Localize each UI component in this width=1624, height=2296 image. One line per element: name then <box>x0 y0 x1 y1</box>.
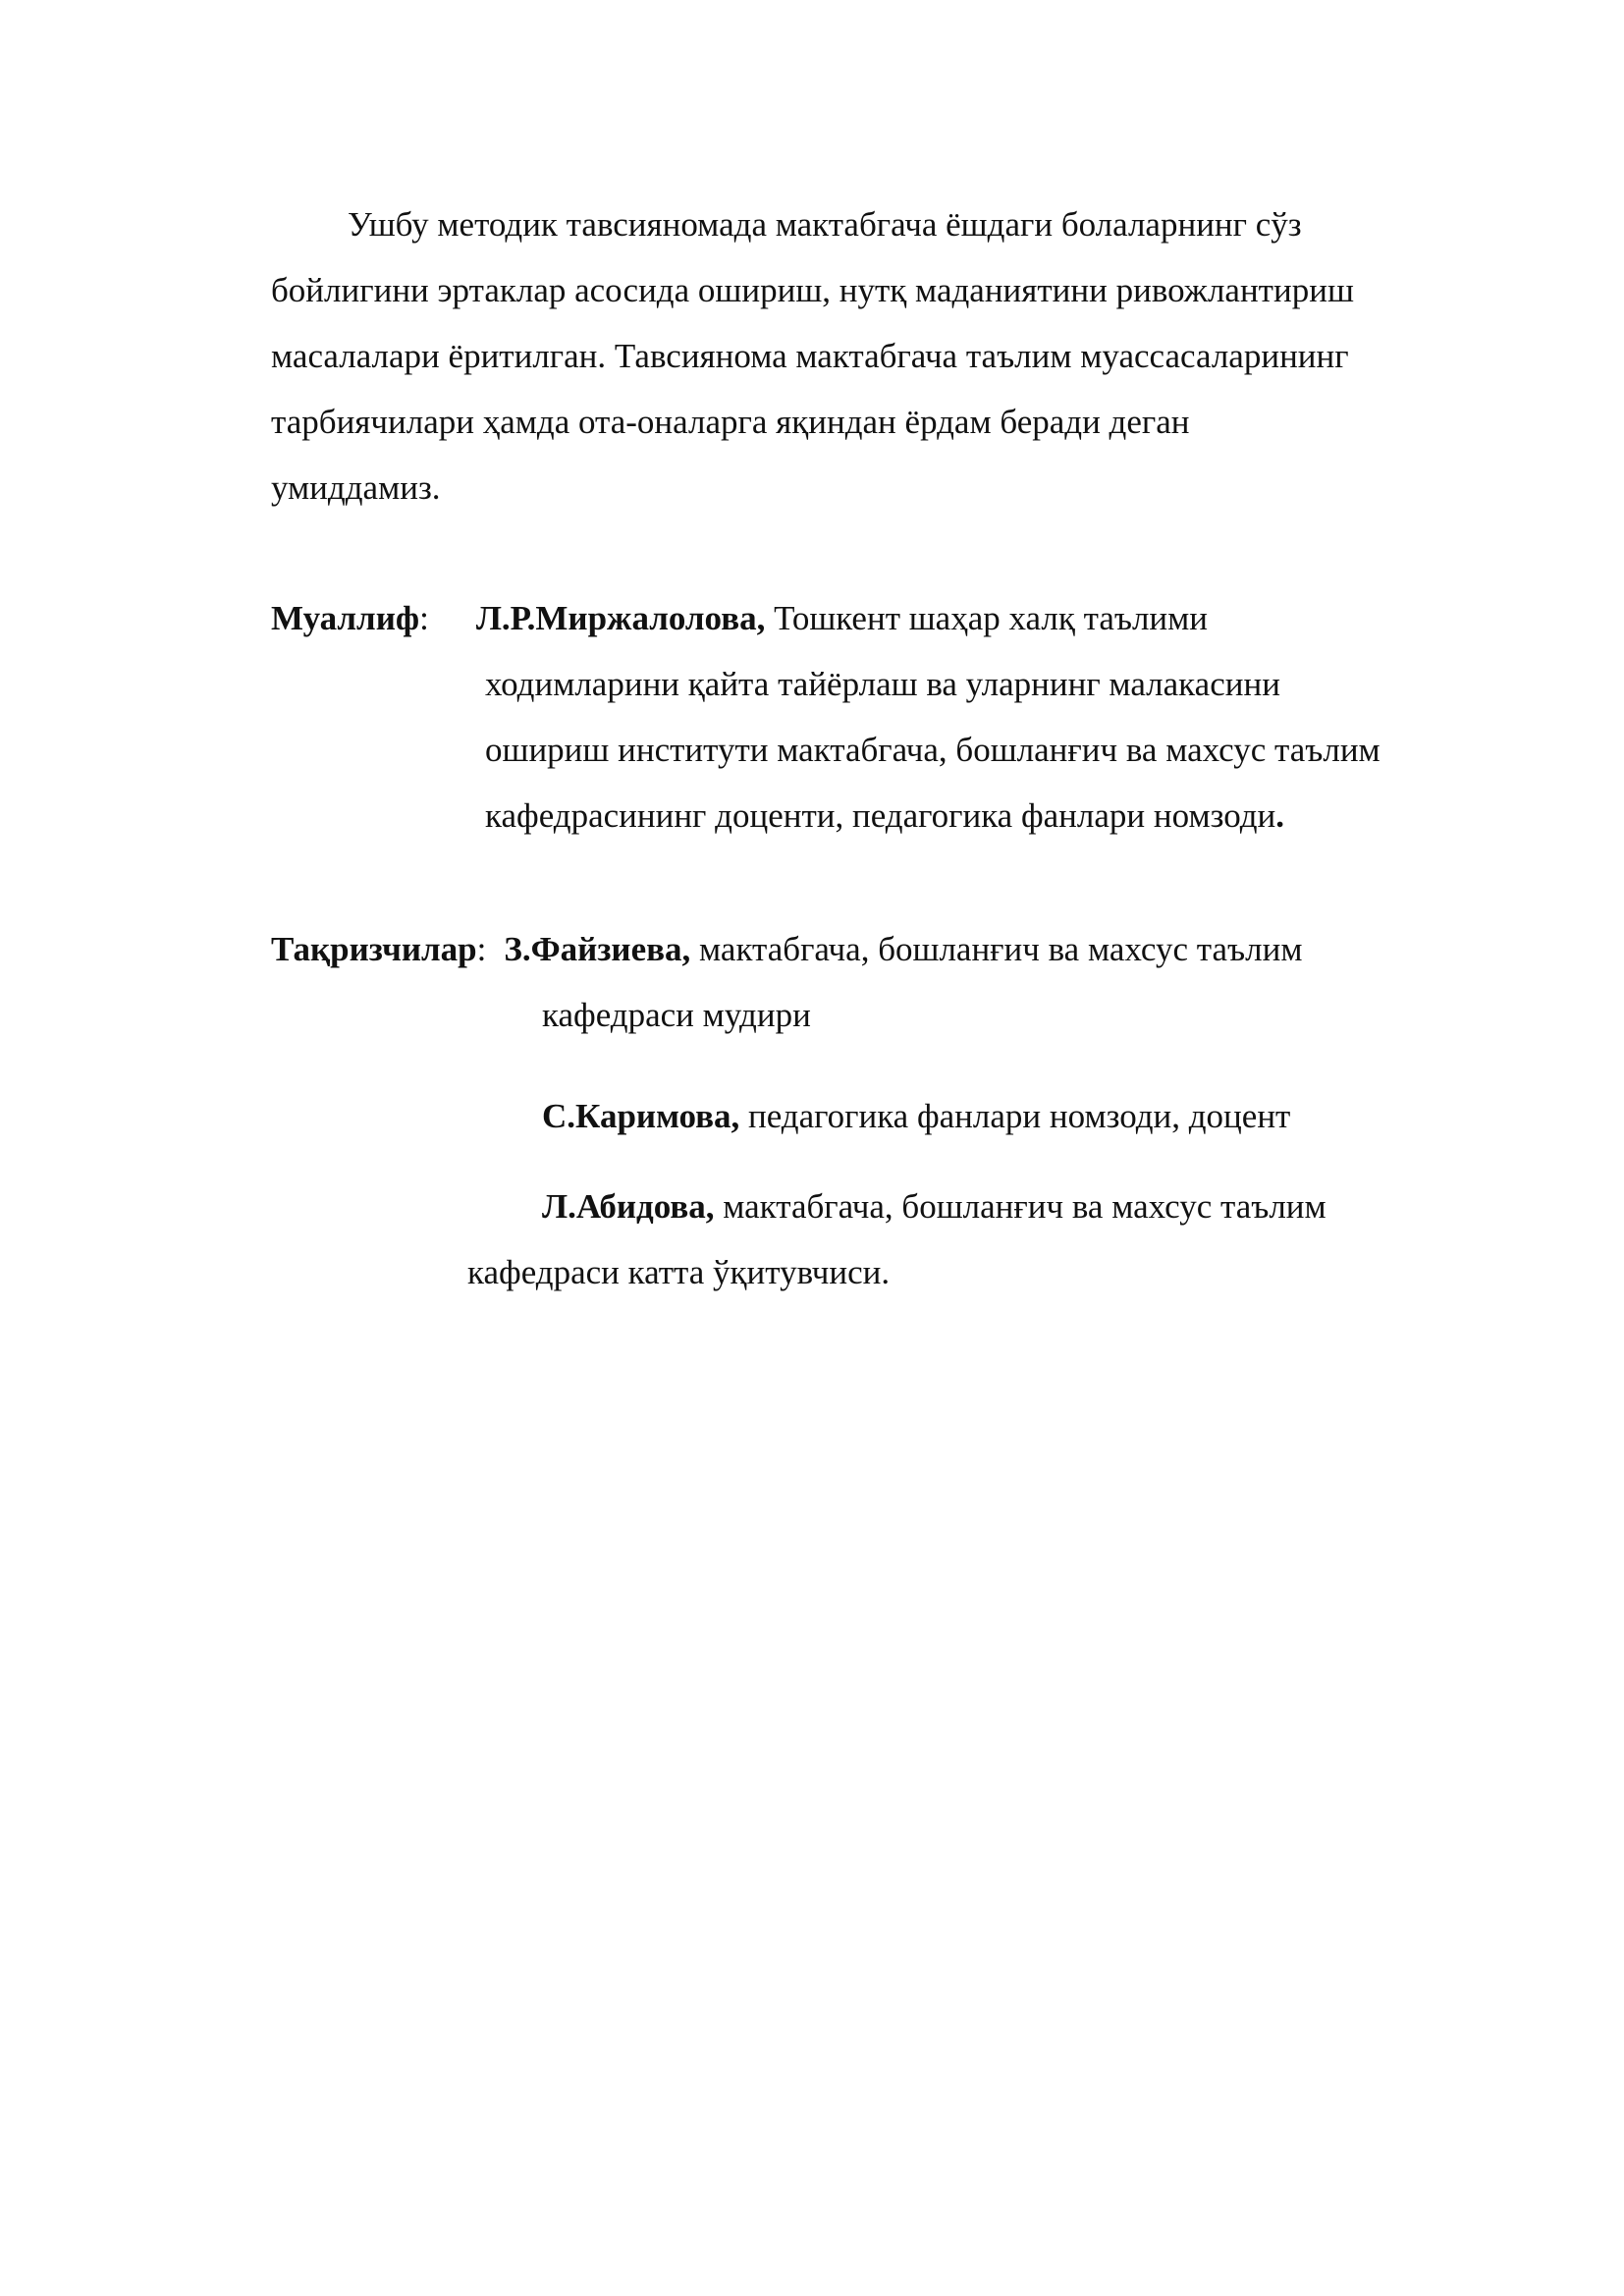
reviewer-1-line-1 <box>504 916 1492 982</box>
reviewer-2-name: С.Каримова, <box>542 1097 740 1135</box>
reviewer-3-line-2: кафедраси катта ўқитувчиси. <box>467 1253 891 1291</box>
reviewer-3-name: Л.Абидова, <box>542 1187 715 1226</box>
reviewer-1-role-start: мактабгача, бошланғич ва махсус таълим <box>699 930 1303 968</box>
author-line-2: ходимларини қайта тайёрлаш ва уларнинг малакасини <box>485 665 1280 703</box>
reviewer-2-role: педагогика фанлари номзоди, доцент <box>747 1097 1291 1135</box>
abstract-line-5: умиддамиз. <box>271 468 441 507</box>
reviewers-label: Тақризчилар <box>271 930 477 968</box>
author-line-3: ошириш институти мактабгача, бошланғич ва махсус таълим <box>485 731 1380 769</box>
abstract-line-3: масалалари ёритилган. Тавсиянома мактабгача таълим муассасаларининг <box>271 337 1349 375</box>
reviewer-2 <box>542 1083 1492 1149</box>
author-affiliation-end: кафедрасининг доценти, педагогика фанлари номзоди <box>485 796 1276 835</box>
author-line-1 <box>476 585 1492 651</box>
author-line-4 <box>485 783 1492 848</box>
author-name: Л.Р.Миржалолова, <box>475 599 766 637</box>
reviewer-1-name: З.Файзиева, <box>504 930 691 968</box>
reviewer-1-line-2: кафедраси мудири <box>542 996 811 1034</box>
author-colon: : <box>419 599 429 637</box>
author-end-period: . <box>1275 796 1285 835</box>
author-label: Муаллиф <box>271 599 420 637</box>
author-affiliation-start: Тошкент шаҳар халқ таълими <box>774 599 1209 637</box>
reviewers-section <box>271 916 1492 1048</box>
author-section <box>271 585 1492 848</box>
abstract-line-4: тарбиячилари ҳамда ота-оналарга яқиндан ёрдам беради деган <box>271 403 1190 441</box>
reviewers-colon: : <box>476 930 487 968</box>
reviewer-3 <box>467 1174 1492 1305</box>
abstract-line-2: бойлигини эртаклар асосида ошириш, нутқ маданиятини ривожлантириш <box>271 271 1354 309</box>
reviewer-3-line-1 <box>467 1174 1492 1239</box>
abstract-paragraph <box>271 191 1492 520</box>
reviewer-3-role-start: мактабгача, бошланғич ва махсус таълим <box>723 1187 1326 1226</box>
abstract-line-1: Ушбу методик тавсияномада мактабгача ёшдаги болаларнинг сўз <box>348 205 1302 244</box>
